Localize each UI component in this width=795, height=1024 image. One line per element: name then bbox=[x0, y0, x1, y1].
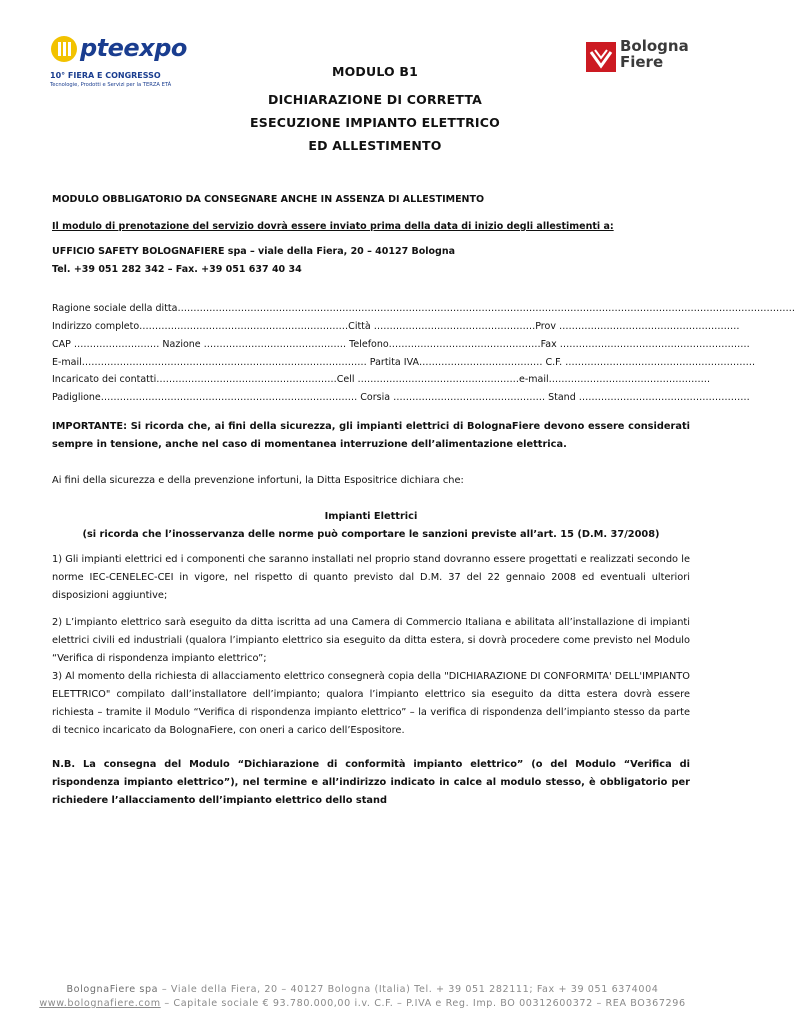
footer-legal: – Capitale sociale € 93.780.000,00 i.v. C.F. – P.IVA e Reg. Imp. BO 00312600372 – REA BO367296 bbox=[160, 998, 686, 1009]
nb-note: N.B. La consegna del Modulo “Dichiarazione di conformità impianto elettrico” (o del Modulo “Verifica di rispondenza impianto elettrico”), nel termine e all’indirizzo indicato in calce al modulo stesso, è obbligatorio per richiedere l’allacciamento dell’impianto elettrico dello stand bbox=[52, 759, 690, 806]
office-address: UFFICIO SAFETY BOLOGNAFIERE spa – viale della Fiera, 20 – 40127 Bologna bbox=[52, 246, 456, 257]
office-contacts: Tel. +39 051 282 342 – Fax. +39 051 637 40 34 bbox=[52, 264, 302, 275]
address-city-prov-field[interactable]: Indirizzo completo…………………………………………………………Città ……………………………………………Prov ………………………………………………… bbox=[52, 321, 740, 332]
pavilion-aisle-stand-field[interactable]: Padiglione……………………………………………………………………… Corsia ………………………………………… Stand ……………………………………………… bbox=[52, 392, 750, 403]
section-subheading: (si ricorda che l’inosservanza delle norme può comportare le sanzioni previste all’art. 15 (D.M. 37/2008) bbox=[82, 529, 660, 540]
pteexpo-wordmark: pteexpo bbox=[80, 34, 187, 62]
section-heading: Impianti Elettrici bbox=[324, 511, 418, 522]
bolognafiere-word-2: Fiere bbox=[620, 53, 664, 71]
footer-line-1 bbox=[20, 984, 705, 995]
footer-address: – Viale della Fiera, 20 – 40127 Bologna (Italia) Tel. + 39 051 282111; Fax + 39 051 6374004 bbox=[158, 984, 659, 995]
footer-website-link[interactable]: www.bolognafiere.com bbox=[39, 998, 161, 1009]
pteexpo-tagline-2: Tecnologie, Prodotti e Servizi per la TERZA ETÀ bbox=[50, 82, 172, 88]
important-note: IMPORTANTE: Si ricorda che, ai fini della sicurezza, gli impianti elettrici di BolognaFiere devono essere considerati sempre in tensione, anche nel caso di momentanea interruzione dell’alimentazione elettrica. bbox=[52, 421, 690, 450]
footer-company: BolognaFiere spa bbox=[66, 984, 159, 995]
paragraph-1: 1) Gli impianti elettrici ed i componenti che saranno installati nel proprio stand dovranno essere progettati e realizzati secondo le norme IEC-CENELEC-CEI in vigore, nel rispetto di quanto previsto dal D.M. 37 del 22 gennaio 2008 ed eventuali ulteriori disposizioni aggiuntive; bbox=[52, 554, 690, 601]
contact-cell-email-field[interactable]: Incaricato dei contatti…………………………………………………Cell ……………………………………………e-mail…………………………………………… bbox=[52, 374, 711, 385]
footer-line-2 bbox=[20, 998, 705, 1009]
form-title: MODULO B1 bbox=[331, 64, 419, 79]
email-vat-cf-field[interactable]: E-mail……………………………………………………………………………… Partita IVA………………………………… C.F. …………………………………………………… bbox=[52, 357, 756, 368]
title-line-4: ED ALLESTIMENTO bbox=[308, 138, 442, 153]
declaration-intro: Ai fini della sicurezza e della prevenzione infortuni, la Ditta Espositrice dichiara che: bbox=[52, 475, 464, 486]
paragraph-2: 2) L’impianto elettrico sarà eseguito da ditta iscritta ad una Camera di Commercio Italiana e abilitata all’installazione di impianti elettrici civili ed industriali (qualora l’impianto elettrico sia eseguito da ditta estera, si dovrà procedere come previsto nel Modulo “Verifica di rispondenza impianto elettrico”; bbox=[52, 617, 690, 664]
paragraph-3: 3) Al momento della richiesta di allacciamento elettrico consegnerà copia della "DICHIARAZIONE DI CONFORMITA' DELL'IMPIANTO ELETTRICO" compilato dall’installatore dell’impianto; qualora l’impianto elettrico sia eseguito da ditta estera dovrà essere richiesta – tramite il Modulo “Verifica di rispondenza impianto elettrico” – la verifica di rispondenza dell’impianto stesso da parte di tecnico incaricato da BolognaFiere, con oneri a carico dell’Espositore. bbox=[52, 671, 690, 736]
cap-country-phone-fax-field[interactable]: CAP ……………………… Nazione ……………………………………… Telefono…………………………………………Fax …………………………………………………… bbox=[52, 339, 750, 350]
mandatory-notice: MODULO OBBLIGATORIO DA CONSEGNARE ANCHE IN ASSENZA DI ALLESTIMENTO bbox=[52, 194, 485, 205]
title-line-3: ESECUZIONE IMPIANTO ELETTRICO bbox=[250, 115, 500, 130]
pteexpo-tagline-1: 10° FIERA E CONGRESSO bbox=[50, 71, 161, 80]
company-name-field[interactable]: Ragione sociale della ditta…………………………………………………………………………………………………………………………………………………………………………… bbox=[52, 303, 795, 314]
title-line-2: DICHIARAZIONE DI CORRETTA bbox=[268, 92, 482, 107]
bolognafiere-word-1: Bologna bbox=[620, 37, 689, 55]
booking-notice: Il modulo di prenotazione del servizio dovrà essere inviato prima della data di inizio degli allestimenti a: bbox=[52, 221, 614, 232]
